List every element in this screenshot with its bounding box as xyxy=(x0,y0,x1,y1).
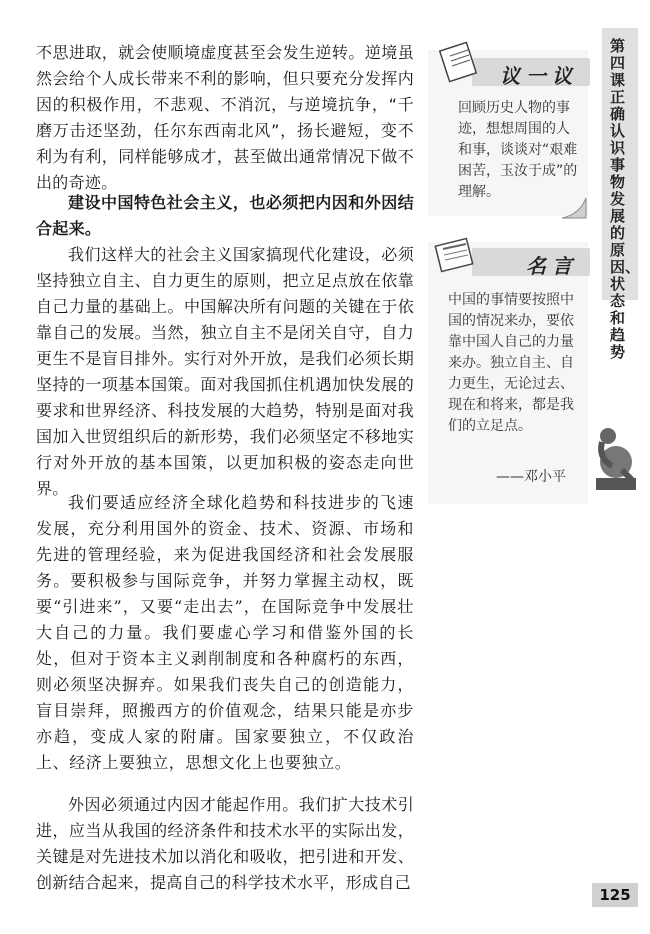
chapter-label: 第四课 正确认识事物发展的原因、状态和趋势 xyxy=(610,37,641,361)
paragraph-opening-up: 我们这样大的社会主义国家搞现代化建设，必须坚持独立自主、自力更生的原则，把立足点放在依靠自己力量的基础上。中国解决所有问题的关键在于依靠自己的发展。当然，独立自主不是闭关自守，自力更生不是盲目排外。实行对外开放，是我们必须长期坚持的一项基本国策。面对我国抓住机遇加快发展的要求和世界经济、科技发展的大趋势，特别是面对我国加入世贸组织后的新形势，我们必须坚定不移地实行对外开放的基本国策，以更加积极的姿态走向世界。 xyxy=(36,245,414,498)
paragraph-external-internal: 外因必须通过内因才能起作用。我们扩大技术引进，应当从我国的经济条件和技术水平的实际出发，关键是对先进技术加以消化和吸收，把引进和开发、创新结合起来，提高自己的科学技术水平，形成自己 xyxy=(36,795,414,892)
thinker-statue-icon xyxy=(588,418,644,492)
paragraph-adversity: 不思进取，就会使顺境虚度甚至会发生逆转。逆境虽然会给个人成长带来不利的影响，但只要充分发挥内因的积极作用，不悲观、不消沉，与逆境抗争，“千磨万击还坚劲，任尔东西南北风”，扬长避短，变不利为有利，同样能够成才，甚至做出通常情况下做不出的奇迹。 xyxy=(36,43,414,192)
quote-author: ——邓小平 xyxy=(496,469,566,485)
quote-text: 中国的事情要按照中国的情况来办，要依靠中国人自己的力量来办。独立自主、自力更生，无论过去、现在和将来，都是我们的立足点。 xyxy=(448,292,574,434)
newspaper-icon xyxy=(432,234,478,276)
quote-title: 名言 xyxy=(526,254,578,278)
discuss-text: 回顾历史人物的事迹，想想周围的人和事，谈谈对“艰难困苦，玉汝于成”的理解。 xyxy=(458,100,578,200)
scroll-icon xyxy=(438,40,480,84)
quote-header xyxy=(472,248,590,276)
quote-block: 我们要适应经济全球化趋势和科技进步的飞速发展，充分利用国外的资金、技术、资源、市场和先进的管理经验，来为促进我国经济和社会发展服务。要积极参与国际竞争，并努力掌握主动权，既要“引进来”，又要“走出去”，在国际竞争中发展壮大自己的力量。我们要虚心学习和借鉴外国的长处，但对于资本主义剥削制度和各种腐朽的东西，则必须坚决摒弃。如果我们丧失自己的创造能力，盲目崇拜，照搬西方的价值观念，结果只能是亦步亦趋，变成人家的附庸。国家要独立，不仅政治上、经济上要独立，思想文化上也要独立。 xyxy=(36,493,414,772)
discuss-header xyxy=(472,58,590,86)
discuss-title: 议一议 xyxy=(500,64,578,88)
page-number: 125 xyxy=(592,883,638,907)
page-curl-icon xyxy=(560,196,588,220)
section-heading: 建设中国特色社会主义，也必须把内因和外因结合起来。 xyxy=(36,193,414,238)
chapter-side-tab xyxy=(602,28,641,361)
